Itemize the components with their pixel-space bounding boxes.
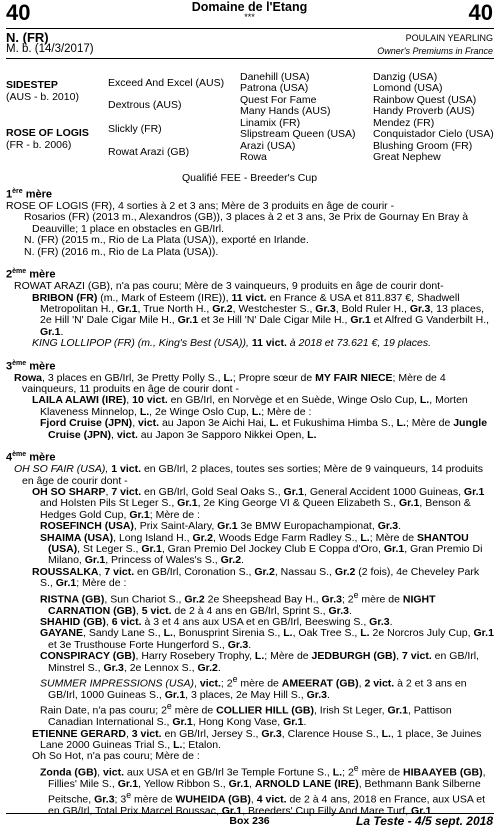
pedigree-g4: Great Nephew bbox=[373, 151, 441, 163]
produce-line: ETIENNE GERARD, 3 vict. en GB/Irl, Jersey S., Gr.3, Clarence House S., L., 1 place, 3e Juines Lane 2000 Guineas Trial S., L.; Etalon. bbox=[32, 727, 482, 751]
produce-line: N. (FR) (2015 m., Rio de La Plata (USA)), exporté en Irlande. bbox=[24, 234, 309, 247]
produce-line: N. (FR) (2016 m., Rio de La Plata (USA)). bbox=[24, 245, 219, 258]
consignor-title: Domaine de l'Etang bbox=[191, 0, 308, 14]
dam-info: (FR - b. 2006) bbox=[6, 139, 72, 151]
consignor-stars: *** bbox=[244, 12, 255, 22]
section-heading-4: 4ème mère bbox=[6, 451, 56, 464]
lot-number-left: 40 bbox=[6, 0, 31, 25]
pedigree-g2: Exceed And Excel (AUS) bbox=[108, 77, 225, 89]
dam-line: ROSE OF LOGIS (FR), 4 sorties à 2 et 3 ans; Mère de 3 produits en âge de courir - bbox=[6, 200, 395, 213]
header-rule bbox=[6, 28, 494, 29]
produce-line: SUMMER IMPRESSIONS (USA), vict.; 2e mère de AMEERAT (GB), 2 vict. à 2 et 3 ans en GB/Irl, 1000 Guineas S., Gr.1, 3 places, 2e May Hill S., Gr.3. bbox=[40, 673, 467, 701]
pedigree-g3: Patrona (USA) bbox=[240, 82, 309, 94]
pedigree-g2: Rowat Arazi (GB) bbox=[108, 146, 190, 158]
produce-line: Rain Date, n'a pas couru; 2e mère de COLLIER HILL (GB), Irish St Leger, Gr.1, Pattison Canadian International S., Gr.1, Hong Kong Vase, Gr.1. bbox=[40, 701, 452, 729]
produce-line: Oh So Hot, n'a pas couru; Mère de : bbox=[32, 750, 200, 763]
pedigree-g4: Mendez (FR) bbox=[373, 117, 435, 129]
pedigree-g2: Dextrous (AUS) bbox=[108, 99, 182, 111]
pedigree-g4: Rainbow Quest (USA) bbox=[373, 94, 477, 106]
section-heading-2: 2ème mère bbox=[6, 268, 56, 281]
premium-note: Owner's Premiums in France bbox=[377, 46, 493, 56]
pedigree-g4: Conquistador Cielo (USA) bbox=[373, 128, 494, 140]
qualifie-note: Qualifié FEE - Breeder's Cup bbox=[181, 172, 318, 184]
dam-line: Rowa, 3 places en GB/Irl, 3e Pretty Polly S., L.; Propre sœur de MY FAIR NIECE; Mère de 4 vainqueurs, 11 produits en âge de courir dont - bbox=[14, 371, 446, 396]
pedigree-g3: Danehill (USA) bbox=[240, 71, 310, 83]
sire-info: (AUS - b. 2010) bbox=[6, 91, 79, 103]
pedigree-g3: Arazi (USA) bbox=[240, 140, 296, 152]
pedigree-g4: Handy Proverb (AUS) bbox=[373, 105, 475, 117]
pedigree-g4: Danzig (USA) bbox=[373, 71, 438, 83]
produce-line: Zonda (GB), vict. aux USA et en GB/Irl 3e Temple Fortune S., L.; 2e mère de HIBAAYEB (GB), Fillies' Mile S., Gr.1, Yellow Ribbon S., Gr.1, ARNOLD LANE (IRE), Bethmann Bank Silberne Peitsche, Gr.3; 3e mère de WUHEIDA (GB), 4 vict. de 2 à 4 ans, 2018 en France, aux USA et en GB/Irl, Total Prix Marcel Boussac, Gr.1, Breeders' Cup Filly And Mare Turf, Gr.1. bbox=[40, 762, 486, 818]
family-notes bbox=[6, 186, 494, 817]
produce-line: CONSPIRACY (GB), Harry Rosebery Trophy, L.; Mère de JEDBURGH (GB), 7 vict. en GB/Irl, Minstrel S., Gr.3, 2e Lennox S., Gr.2. bbox=[40, 650, 480, 674]
produce-line: BRIBON (FR) (m., Mark of Esteem (IRE)), 11 vict. en France & USA et 811.837 €, Shadwell Metropolitan H., Gr.1, True North H., Gr.2, Westchester S., Gr.3, Bold Ruler H., Gr.3, 13 places, 2e Hill 'N' Dale Cigar Mile H., Gr.1 et 3e Hill 'N' Dale Cigar Mile H., Gr.1 et Alfred G Vanderbilt H., Gr.1. bbox=[32, 291, 490, 338]
produce-line: GAYANE, Sandy Lane S., L., Bonusprint Sirenia S., L., Oak Tree S., L. 2e Norcros July Cup, Gr.1 et 3e Trusthouse Forte Hungerford S., Gr.3. bbox=[40, 627, 494, 651]
section-heading-3: 3ème mère bbox=[6, 359, 56, 373]
lot-number-right: 40 bbox=[468, 0, 493, 25]
pedigree-g3: Many Hands (AUS) bbox=[240, 105, 331, 117]
lot-name: N. (FR) bbox=[6, 30, 49, 45]
produce-line: SHAHID (GB), 6 vict. à 3 et 4 ans aux USA et en GB/Irl, Beeswing S., Gr.3. bbox=[40, 615, 393, 628]
dam-line: ROWAT ARAZI (GB), n'a pas couru; Mère de 3 vainqueurs, 9 produits en âge de courir dont- bbox=[14, 280, 444, 293]
lot-description: M. b. (14/3/2017) bbox=[6, 43, 94, 55]
produce-line: ROUSSALKA, 7 vict. en GB/Irl, Coronation S., Gr.2, Nassau S., Gr.2 (2 fois), 4e Cheveley Park S., Gr.1; Mère de : bbox=[32, 565, 480, 590]
pedigree-g3: Quest For Fame bbox=[240, 94, 317, 106]
pedigree-g3: Slipstream Queen (USA) bbox=[240, 128, 356, 140]
box-number: Box 236 bbox=[229, 815, 270, 827]
section-heading-1: 1ère mère bbox=[6, 188, 52, 201]
produce-line: Fjord Cruise (JPN), vict. au Japon 3e Aichi Hai, L. et Fukushima Himba S., L.; Mère de Jungle Cruise (JPN), vict. au Japon 3e Sapporo Nikkei Open, L. bbox=[40, 417, 488, 441]
pedigree-g4: Lomond (USA) bbox=[373, 82, 443, 94]
produce-line: SHAIMA (USA), Long Island H., Gr.2, Woods Edge Farm Radley S., L.; Mère de SHANTOU (USA), St Leger S., Gr.1, Gran Premio Del Jockey Club E Coppa d'Oro, Gr.1, Gran Premio Di Milano, Gr.1, Princess of Wales's S., Gr.2. bbox=[40, 531, 483, 567]
dam-line: OH SO FAIR (USA), 1 vict. en GB/Irl, 2 places, toutes ses sorties; Mère de 9 vainqueurs, 14 produits en âge de courir dont - bbox=[14, 463, 484, 487]
produce-line: OH SO SHARP, 7 vict. en GB/Irl, Gold Seal Oaks S., Gr.1, General Accident 1000 Guineas, Gr.1 and Holsten Pils St Leger S., Gr.1, 2e King George VI & Queen Elizabeth S., Gr.1, Benson & Hedges Gold Cup, Gr.1; Mère de : bbox=[32, 485, 485, 521]
pedigree-g3: Rowa bbox=[240, 151, 267, 163]
lot-type: POULAIN YEARLING bbox=[405, 33, 493, 43]
sire-name: SIDESTEP bbox=[6, 79, 58, 91]
dam-name: ROSE OF LOGIS bbox=[6, 127, 89, 139]
pedigree-g4: Blushing Groom (FR) bbox=[373, 140, 473, 152]
produce-line: KING LOLLIPOP (FR) (m., King's Best (USA)), 11 vict. à 2018 et 73.621 €, 19 places. bbox=[32, 337, 432, 350]
pedigree-g2: Slickly (FR) bbox=[108, 123, 162, 135]
produce-line: LAILA ALAWI (IRE), 10 vict. en GB/Irl, en Norvège et en Suède, Winge Oslo Cup, L., Morten Klaveness Minnelop, L., 2e Winge Oslo Cup, L.; Mère de : bbox=[32, 394, 468, 418]
sale-venue-date: La Teste - 4/5 sept. 2018 bbox=[356, 814, 493, 828]
pedigree-rule bbox=[6, 58, 494, 59]
pedigree-g3: Linamix (FR) bbox=[240, 117, 301, 129]
produce-line: ROSEFINCH (USA), Prix Saint-Alary, Gr.1 3e BMW Europachampionat, Gr.3. bbox=[40, 520, 402, 533]
produce-line: RISTNA (GB), Sun Chariot S., Gr.2 2e Sheepshead Bay H., Gr.3; 2e mère de NIGHT CARNATION (GB), 5 vict. de 2 à 4 ans en GB/Irl, Sprint S., Gr.3. bbox=[40, 589, 436, 617]
produce-line: Rosarios (FR) (2013 m., Alexandros (GB)), 3 places à 2 et 3 ans, 3e Prix de Gournay En Bray à Deauville; 1 place en obstacles en GB/Irl. bbox=[24, 211, 469, 235]
